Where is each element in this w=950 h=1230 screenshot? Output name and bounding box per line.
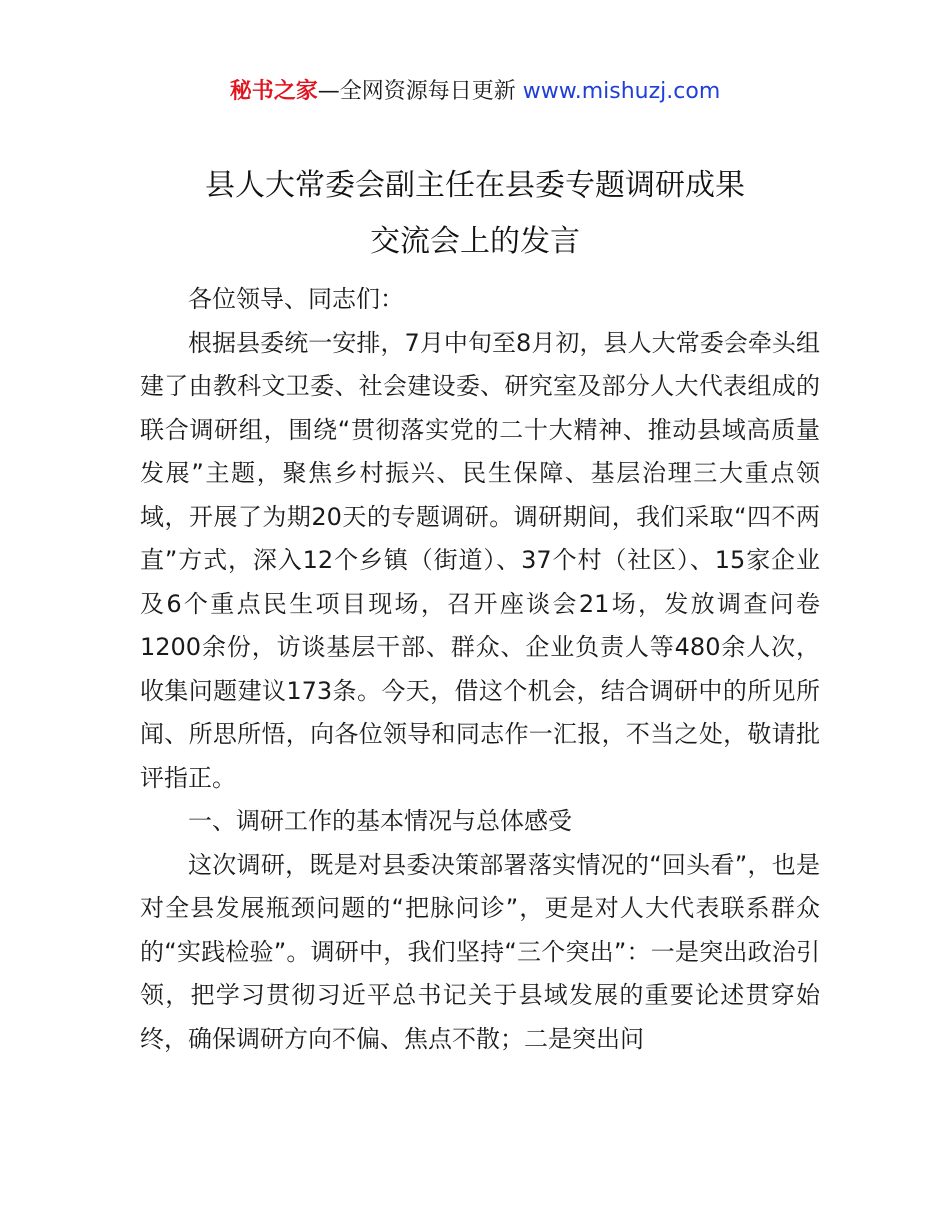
document-title-line-2: 交流会上的发言	[370, 224, 580, 259]
intro-paragraph: 根据县委统一安排，7月中旬至8月初，县人大常委会牵头组建了由教科文卫委、社会建设委、研究室及部分人大代表组成的联合调研组，围绕“贯彻落实党的二十大精神、推动县域高质量发展”主题，聚焦乡村振兴、民生保障、基层治理三大重点领域，开展了为期20天的专题调研。调研期间，我们采取“四不两直”方式，深入12个乡镇（街道）、37个村（社区）、15家企业及6个重点民生项目现场，召开座谈会21场，发放调查问卷1200余份，访谈基层干部、群众、企业负责人等480余人次，收集问题建议173条。今天，借这个机会，结合调研中的所见所闻、所思所悟，向各位领导和同志作一汇报，不当之处，敬请批评指正。	[140, 328, 820, 792]
site-brand: 秘书之家	[229, 79, 318, 104]
salutation-paragraph: 各位领导、同志们：	[188, 285, 404, 313]
section-1-paragraph: 这次调研，既是对县委决策部署落实情况的“回头看”，也是对全县发展瓶颈问题的“把脉问诊”，更是对人大代表联系群众的“实践检验”。调研中，我们坚持“三个突出”：一是突出政治引领，把学习贯彻习近平总书记关于县域发展的重要论述贯穿始终，确保调研方向不偏、焦点不散；二是突出问	[140, 850, 820, 1053]
site-header	[0, 76, 950, 108]
site-tagline: —全网资源每日更新	[317, 79, 523, 104]
document-title-line-1: 县人大常委会副主任在县委专题调研成果	[205, 168, 745, 203]
site-url-link[interactable]: www.mishuzj.com	[522, 79, 721, 104]
document-body	[140, 278, 820, 1061]
section-heading-1: 一、调研工作的基本情况与总体感受	[188, 807, 572, 835]
